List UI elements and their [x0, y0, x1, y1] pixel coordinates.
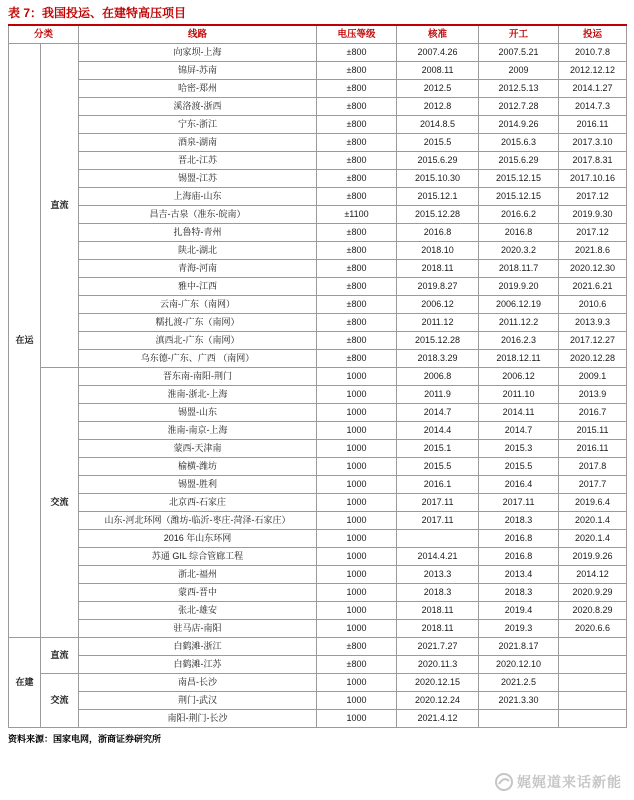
line-name-cell: 南昌-长沙	[79, 674, 317, 692]
start-date-cell: 2017.11	[479, 494, 559, 512]
voltage-level-cell: ±800	[317, 80, 397, 98]
approval-date-cell: 2017.11	[397, 512, 479, 530]
current-type-cell: 交流	[41, 368, 79, 638]
table-row	[9, 656, 627, 674]
approval-date-cell: 2011.9	[397, 386, 479, 404]
approval-date-cell: 2007.4.26	[397, 44, 479, 62]
current-type-cell: 直流	[41, 44, 79, 368]
operation-date-cell: 2014.1.27	[559, 80, 627, 98]
start-date-cell: 2006.12	[479, 368, 559, 386]
start-date-cell: 2013.4	[479, 566, 559, 584]
operation-date-cell	[559, 656, 627, 674]
start-date-cell: 2012.7.28	[479, 98, 559, 116]
current-type-cell: 直流	[41, 638, 79, 674]
voltage-level-cell: 1000	[317, 476, 397, 494]
voltage-level-cell: 1000	[317, 512, 397, 530]
line-name-cell: 浙北-福州	[79, 566, 317, 584]
operation-date-cell: 2017.7	[559, 476, 627, 494]
operation-date-cell: 2017.12	[559, 224, 627, 242]
approval-date-cell: 2015.12.28	[397, 332, 479, 350]
line-name-cell: 扎鲁特-青州	[79, 224, 317, 242]
line-name-cell: 白鹤滩-江苏	[79, 656, 317, 674]
start-date-cell: 2015.3	[479, 440, 559, 458]
approval-date-cell: 2018.3.29	[397, 350, 479, 368]
line-name-cell: 宁东-浙江	[79, 116, 317, 134]
operation-date-cell: 2019.9.26	[559, 548, 627, 566]
approval-date-cell: 2014.7	[397, 404, 479, 422]
line-name-cell: 白鹤滩-浙江	[79, 638, 317, 656]
table-row	[9, 476, 627, 494]
line-name-cell: 云南-广东（南网）	[79, 296, 317, 314]
category-cell: 在运	[9, 44, 41, 638]
voltage-level-cell: ±800	[317, 242, 397, 260]
watermark	[494, 772, 622, 792]
start-date-cell: 2018.11.7	[479, 260, 559, 278]
table-row	[9, 152, 627, 170]
operation-date-cell	[559, 692, 627, 710]
start-date-cell: 2021.2.5	[479, 674, 559, 692]
operation-date-cell: 2017.8.31	[559, 152, 627, 170]
line-name-cell: 哈密-郑州	[79, 80, 317, 98]
operation-date-cell: 2020.12.30	[559, 260, 627, 278]
approval-date-cell: 2008.11	[397, 62, 479, 80]
approval-date-cell: 2015.10.30	[397, 170, 479, 188]
table-row	[9, 458, 627, 476]
table-title: 表 7：我国投运、在建特高压项目	[8, 6, 187, 20]
start-date-cell: 2016.2.3	[479, 332, 559, 350]
line-name-cell: 晋东南-南阳-荆门	[79, 368, 317, 386]
voltage-level-cell: ±800	[317, 278, 397, 296]
table-row	[9, 530, 627, 548]
line-name-cell: 2016 年山东环网	[79, 530, 317, 548]
approval-date-cell: 2020.12.15	[397, 674, 479, 692]
start-date-cell: 2012.5.13	[479, 80, 559, 98]
line-name-cell: 上海庙-山东	[79, 188, 317, 206]
start-date-cell: 2018.12.11	[479, 350, 559, 368]
line-name-cell: 淮南-浙北-上海	[79, 386, 317, 404]
start-date-cell: 2018.3	[479, 512, 559, 530]
approval-date-cell: 2020.12.24	[397, 692, 479, 710]
voltage-level-cell: 1000	[317, 440, 397, 458]
line-name-cell: 锡盟-山东	[79, 404, 317, 422]
operation-date-cell: 2017.8	[559, 458, 627, 476]
voltage-level-cell: 1000	[317, 692, 397, 710]
operation-date-cell: 2020.8.29	[559, 602, 627, 620]
start-date-cell: 2006.12.19	[479, 296, 559, 314]
approval-date-cell: 2018.10	[397, 242, 479, 260]
operation-date-cell: 2019.6.4	[559, 494, 627, 512]
voltage-level-cell: ±800	[317, 260, 397, 278]
col-header-voltage: 电压等级	[317, 25, 397, 44]
line-name-cell: 锦屏-苏南	[79, 62, 317, 80]
operation-date-cell: 2017.12	[559, 188, 627, 206]
approval-date-cell: 2020.11.3	[397, 656, 479, 674]
line-name-cell: 乌东德-广东、广西 （南网）	[79, 350, 317, 368]
table-row	[9, 314, 627, 332]
watermark-logo-icon	[494, 772, 514, 792]
voltage-level-cell: 1000	[317, 674, 397, 692]
table-row	[9, 206, 627, 224]
approval-date-cell: 2021.7.27	[397, 638, 479, 656]
table-body	[9, 44, 627, 728]
table-row	[9, 80, 627, 98]
line-name-cell: 晋北-江苏	[79, 152, 317, 170]
col-header-category: 分类	[9, 25, 79, 44]
table-row	[9, 368, 627, 386]
line-name-cell: 雅中-江西	[79, 278, 317, 296]
table-row	[9, 620, 627, 638]
table-row	[9, 404, 627, 422]
voltage-level-cell: ±800	[317, 638, 397, 656]
line-name-cell: 溪洛渡-浙西	[79, 98, 317, 116]
start-date-cell: 2015.6.29	[479, 152, 559, 170]
approval-date-cell: 2016.8	[397, 224, 479, 242]
approval-date-cell: 2015.5	[397, 134, 479, 152]
operation-date-cell: 2020.1.4	[559, 530, 627, 548]
operation-date-cell	[559, 674, 627, 692]
voltage-level-cell: ±800	[317, 44, 397, 62]
start-date-cell	[479, 710, 559, 728]
voltage-level-cell: 1000	[317, 584, 397, 602]
table-row	[9, 44, 627, 62]
approval-date-cell: 2018.11	[397, 602, 479, 620]
start-date-cell: 2020.3.2	[479, 242, 559, 260]
start-date-cell: 2007.5.21	[479, 44, 559, 62]
approval-date-cell: 2015.1	[397, 440, 479, 458]
voltage-level-cell: ±800	[317, 98, 397, 116]
table-row	[9, 170, 627, 188]
start-date-cell: 2016.4	[479, 476, 559, 494]
voltage-level-cell: ±800	[317, 296, 397, 314]
table-row	[9, 548, 627, 566]
operation-date-cell	[559, 710, 627, 728]
approval-date-cell	[397, 530, 479, 548]
voltage-level-cell: 1000	[317, 548, 397, 566]
voltage-level-cell: ±800	[317, 224, 397, 242]
line-name-cell: 淮南-南京-上海	[79, 422, 317, 440]
table-row	[9, 224, 627, 242]
table-row	[9, 638, 627, 656]
col-header-operation: 投运	[559, 25, 627, 44]
start-date-cell: 2016.8	[479, 548, 559, 566]
table-row	[9, 296, 627, 314]
voltage-level-cell: ±800	[317, 170, 397, 188]
voltage-level-cell: 1000	[317, 530, 397, 548]
approval-date-cell: 2012.8	[397, 98, 479, 116]
line-name-cell: 荆门-武汉	[79, 692, 317, 710]
operation-date-cell: 2020.1.4	[559, 512, 627, 530]
start-date-cell: 2020.12.10	[479, 656, 559, 674]
voltage-level-cell: 1000	[317, 494, 397, 512]
operation-date-cell: 2010.7.8	[559, 44, 627, 62]
approval-date-cell: 2021.4.12	[397, 710, 479, 728]
table-row	[9, 332, 627, 350]
voltage-level-cell: 1000	[317, 602, 397, 620]
operation-date-cell: 2017.10.16	[559, 170, 627, 188]
approval-date-cell: 2014.4.21	[397, 548, 479, 566]
voltage-level-cell: ±800	[317, 116, 397, 134]
approval-date-cell: 2014.4	[397, 422, 479, 440]
table-row	[9, 602, 627, 620]
voltage-level-cell: ±1100	[317, 206, 397, 224]
approval-date-cell: 2012.5	[397, 80, 479, 98]
start-date-cell: 2016.8	[479, 530, 559, 548]
approval-date-cell: 2019.8.27	[397, 278, 479, 296]
table-row	[9, 188, 627, 206]
table-row	[9, 350, 627, 368]
line-name-cell: 陕北-湖北	[79, 242, 317, 260]
table-row	[9, 278, 627, 296]
watermark-text: 娓娓道来话新能	[517, 774, 622, 790]
line-name-cell: 锡盟-江苏	[79, 170, 317, 188]
voltage-level-cell: 1000	[317, 386, 397, 404]
voltage-level-cell: ±800	[317, 62, 397, 80]
start-date-cell: 2015.5	[479, 458, 559, 476]
start-date-cell: 2015.12.15	[479, 188, 559, 206]
approval-date-cell: 2015.6.29	[397, 152, 479, 170]
operation-date-cell	[559, 638, 627, 656]
table-row	[9, 62, 627, 80]
operation-date-cell: 2021.8.6	[559, 242, 627, 260]
voltage-level-cell: ±800	[317, 332, 397, 350]
line-name-cell: 昌吉-古泉（准东-皖南）	[79, 206, 317, 224]
voltage-level-cell: 1000	[317, 404, 397, 422]
table-row	[9, 422, 627, 440]
start-date-cell: 2011.10	[479, 386, 559, 404]
operation-date-cell: 2019.9.30	[559, 206, 627, 224]
table-row	[9, 386, 627, 404]
operation-date-cell: 2014.12	[559, 566, 627, 584]
table-header-row	[9, 25, 627, 44]
voltage-level-cell: 1000	[317, 368, 397, 386]
approval-date-cell: 2015.12.28	[397, 206, 479, 224]
line-name-cell: 酒泉-湖南	[79, 134, 317, 152]
table-row	[9, 584, 627, 602]
line-name-cell: 糯扎渡-广东（南网）	[79, 314, 317, 332]
voltage-level-cell: ±800	[317, 656, 397, 674]
approval-date-cell: 2018.11	[397, 260, 479, 278]
line-name-cell: 苏通 GIL 综合管廊工程	[79, 548, 317, 566]
start-date-cell: 2015.6.3	[479, 134, 559, 152]
uhv-projects-table	[8, 24, 627, 728]
voltage-level-cell: 1000	[317, 710, 397, 728]
operation-date-cell: 2012.12.12	[559, 62, 627, 80]
start-date-cell: 2018.3	[479, 584, 559, 602]
table-row	[9, 242, 627, 260]
operation-date-cell: 2009.1	[559, 368, 627, 386]
voltage-level-cell: ±800	[317, 134, 397, 152]
operation-date-cell: 2016.11	[559, 440, 627, 458]
line-name-cell: 向家坝-上海	[79, 44, 317, 62]
approval-date-cell: 2014.8.5	[397, 116, 479, 134]
voltage-level-cell: ±800	[317, 350, 397, 368]
voltage-level-cell: 1000	[317, 422, 397, 440]
operation-date-cell: 2010.6	[559, 296, 627, 314]
voltage-level-cell: 1000	[317, 458, 397, 476]
start-date-cell: 2019.4	[479, 602, 559, 620]
voltage-level-cell: ±800	[317, 188, 397, 206]
voltage-level-cell: 1000	[317, 566, 397, 584]
approval-date-cell: 2018.3	[397, 584, 479, 602]
start-date-cell: 2015.12.15	[479, 170, 559, 188]
operation-date-cell: 2014.7.3	[559, 98, 627, 116]
operation-date-cell: 2020.9.29	[559, 584, 627, 602]
approval-date-cell: 2015.5	[397, 458, 479, 476]
operation-date-cell: 2017.3.10	[559, 134, 627, 152]
line-name-cell: 南阳-荆门-长沙	[79, 710, 317, 728]
table-row	[9, 440, 627, 458]
source-note: 资料来源：国家电网，浙商证券研究所	[8, 734, 162, 744]
table-row	[9, 512, 627, 530]
line-name-cell: 锡盟-胜利	[79, 476, 317, 494]
line-name-cell: 滇西北-广东（南网）	[79, 332, 317, 350]
table-row	[9, 710, 627, 728]
approval-date-cell: 2006.8	[397, 368, 479, 386]
col-header-line: 线路	[79, 25, 317, 44]
start-date-cell: 2009	[479, 62, 559, 80]
table-row	[9, 692, 627, 710]
table-row	[9, 116, 627, 134]
table-row	[9, 566, 627, 584]
operation-date-cell: 2015.11	[559, 422, 627, 440]
operation-date-cell: 2016.11	[559, 116, 627, 134]
col-header-start: 开工	[479, 25, 559, 44]
start-date-cell: 2019.3	[479, 620, 559, 638]
approval-date-cell: 2016.1	[397, 476, 479, 494]
operation-date-cell: 2013.9	[559, 386, 627, 404]
start-date-cell: 2019.9.20	[479, 278, 559, 296]
line-name-cell: 青海-河南	[79, 260, 317, 278]
operation-date-cell: 2020.6.6	[559, 620, 627, 638]
line-name-cell: 榆横-潍坊	[79, 458, 317, 476]
start-date-cell: 2021.8.17	[479, 638, 559, 656]
approval-date-cell: 2006.12	[397, 296, 479, 314]
table-row	[9, 260, 627, 278]
start-date-cell: 2014.11	[479, 404, 559, 422]
start-date-cell: 2011.12.2	[479, 314, 559, 332]
line-name-cell: 驻马店-南阳	[79, 620, 317, 638]
current-type-cell: 交流	[41, 674, 79, 728]
operation-date-cell: 2016.7	[559, 404, 627, 422]
voltage-level-cell: ±800	[317, 314, 397, 332]
start-date-cell: 2016.8	[479, 224, 559, 242]
approval-date-cell: 2018.11	[397, 620, 479, 638]
voltage-level-cell: 1000	[317, 620, 397, 638]
table-row	[9, 98, 627, 116]
table-row	[9, 134, 627, 152]
line-name-cell: 山东-河北环网（潍坊-临沂-枣庄-菏泽-石家庄）	[79, 512, 317, 530]
line-name-cell: 蒙西-天津南	[79, 440, 317, 458]
start-date-cell: 2014.7	[479, 422, 559, 440]
operation-date-cell: 2017.12.27	[559, 332, 627, 350]
voltage-level-cell: ±800	[317, 152, 397, 170]
operation-date-cell: 2020.12.28	[559, 350, 627, 368]
category-cell: 在建	[9, 638, 41, 728]
approval-date-cell: 2015.12.1	[397, 188, 479, 206]
start-date-cell: 2014.9.26	[479, 116, 559, 134]
line-name-cell: 张北-雄安	[79, 602, 317, 620]
table-row	[9, 494, 627, 512]
approval-date-cell: 2017.11	[397, 494, 479, 512]
start-date-cell: 2021.3.30	[479, 692, 559, 710]
line-name-cell: 蒙西-晋中	[79, 584, 317, 602]
approval-date-cell: 2011.12	[397, 314, 479, 332]
operation-date-cell: 2021.6.21	[559, 278, 627, 296]
start-date-cell: 2016.6.2	[479, 206, 559, 224]
col-header-approval: 核准	[397, 25, 479, 44]
table-row	[9, 674, 627, 692]
approval-date-cell: 2013.3	[397, 566, 479, 584]
operation-date-cell: 2013.9.3	[559, 314, 627, 332]
line-name-cell: 北京西-石家庄	[79, 494, 317, 512]
